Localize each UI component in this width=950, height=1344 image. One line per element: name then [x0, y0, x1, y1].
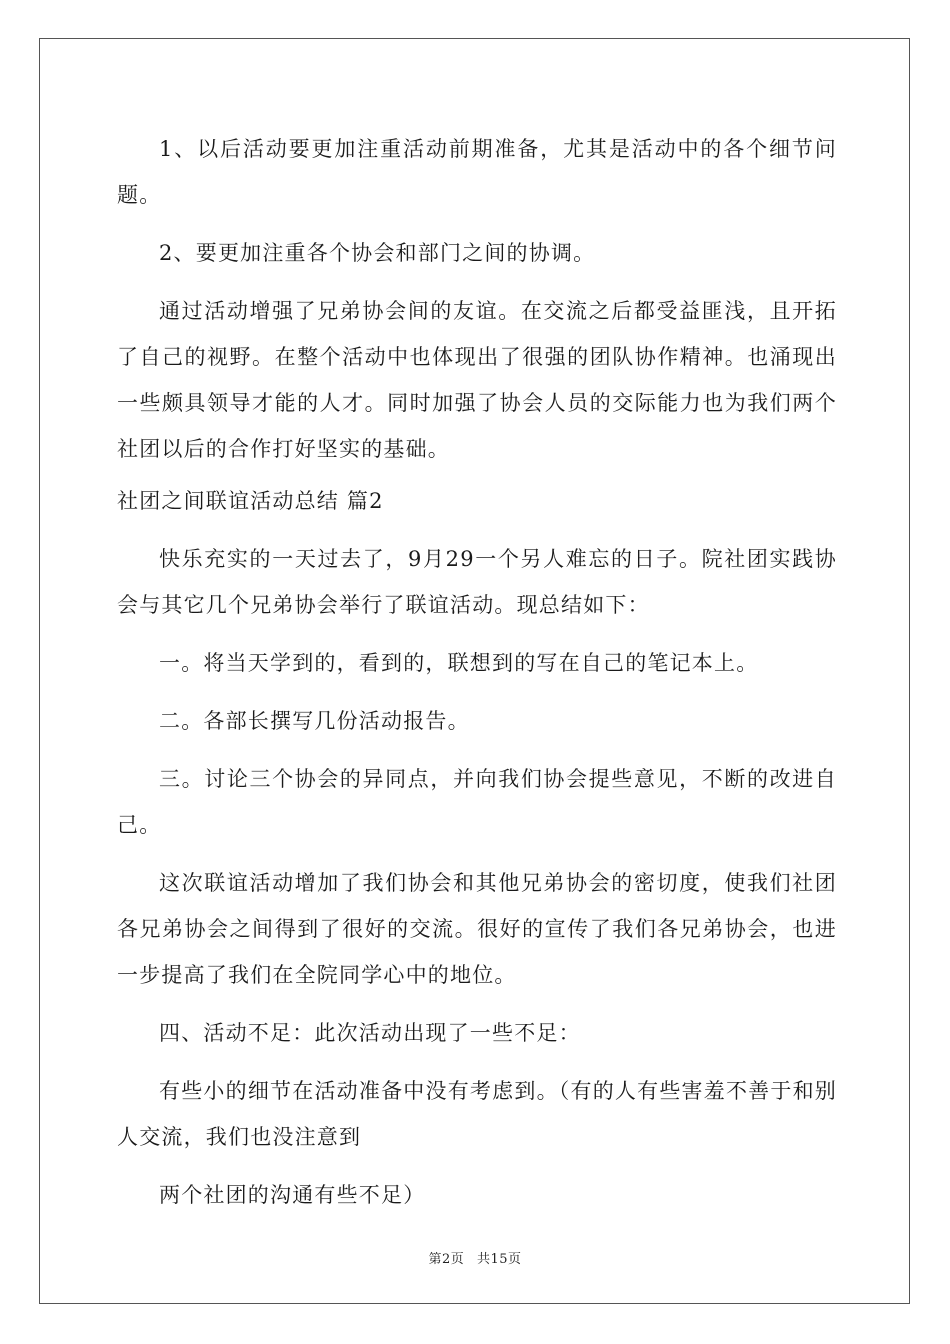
paragraph-item-3: 三。讨论三个协会的异同点，并向我们协会提些意见，不断的改进自己。	[117, 767, 837, 837]
paragraph-intro: 快乐充实的一天过去了，9月29一个另人难忘的日子。院社团实践协会与其它几个兄弟协会举行了联谊活动。现总结如下：	[117, 547, 837, 617]
paragraph-details: 有些小的细节在活动准备中没有考虑到。（有的人有些害羞不善于和别人交流，我们也没注意到	[117, 1079, 837, 1149]
paragraph-summary: 这次联谊活动增加了我们协会和其他兄弟协会的密切度，使我们社团各兄弟协会之间得到了很好的交流。很好的宣传了我们各兄弟协会，也进一步提高了我们在全院同学心中的地位。	[117, 871, 837, 987]
document-body	[117, 126, 837, 1218]
page-footer	[0, 1248, 950, 1267]
page-number: 第2页	[428, 1252, 465, 1267]
paragraph-improvement-2: 2、要更加注重各个协会和部门之间的协调。	[159, 241, 596, 265]
paragraph-item-4: 四、活动不足：此次活动出现了一些不足：	[159, 1021, 581, 1045]
section-heading: 社团之间联谊活动总结 篇2	[117, 489, 384, 513]
paragraph-item-1: 一。将当天学到的，看到的，联想到的写在自己的笔记本上。	[159, 651, 759, 675]
paragraph-improvement-1: 1、以后活动要更加注重活动前期准备，尤其是活动中的各个细节问题。	[117, 137, 837, 207]
page-total: 共15页	[476, 1252, 522, 1267]
paragraph-friendship: 通过活动增强了兄弟协会间的友谊。在交流之后都受益匪浅，且开拓了自己的视野。在整个活动中也体现出了很强的团队协作精神。也涌现出一些颇具领导才能的人才。同时加强了协会人员的交际能力也为我们两个社团以后的合作打好坚实的基础。	[117, 299, 837, 461]
paragraph-communication: 两个社团的沟通有些不足）	[159, 1183, 426, 1207]
paragraph-item-2: 二。各部长撰写几份活动报告。	[159, 709, 470, 733]
